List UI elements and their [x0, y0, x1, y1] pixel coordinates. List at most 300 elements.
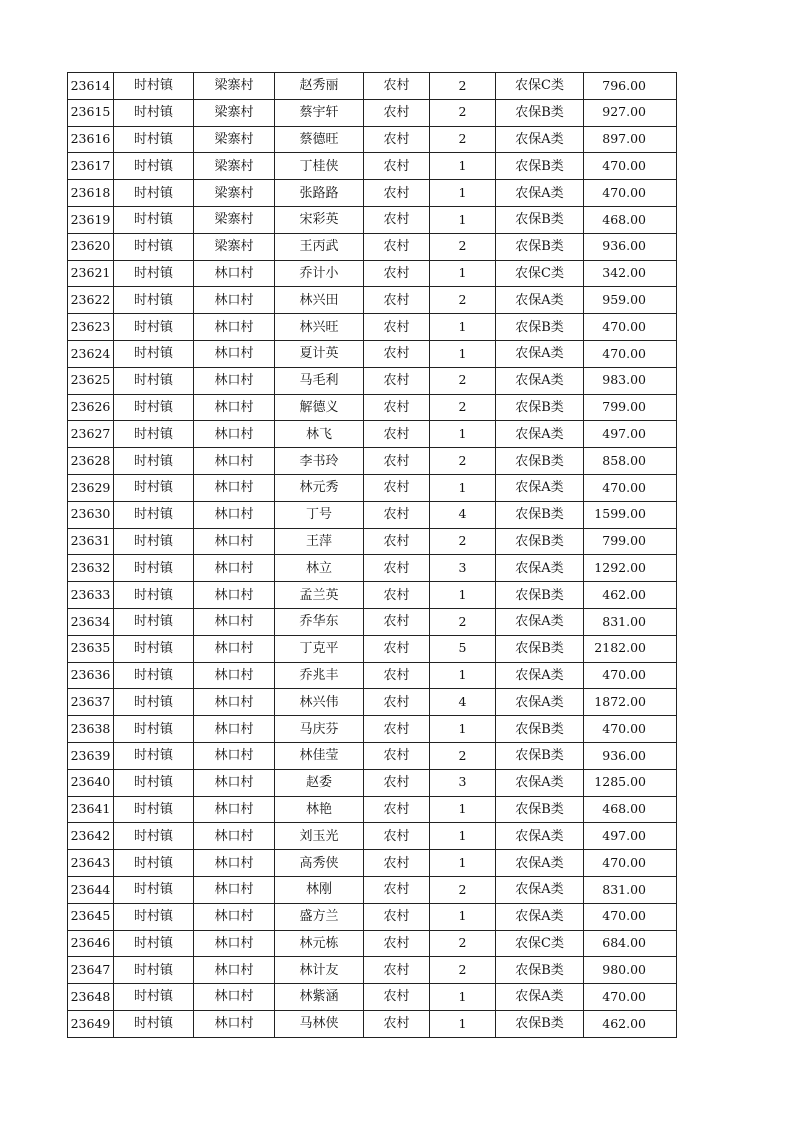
category-cell: 农保A类	[496, 662, 584, 689]
amount-cell: 470.00	[584, 716, 677, 743]
household-type-cell: 农村	[364, 850, 430, 877]
town-cell: 时村镇	[114, 742, 194, 769]
town-cell: 时村镇	[114, 153, 194, 180]
table-row	[68, 528, 677, 555]
family-size-cell: 2	[430, 608, 496, 635]
table-row	[68, 850, 677, 877]
serial-number-cell: 23649	[68, 1010, 114, 1037]
village-cell: 梁寨村	[194, 99, 275, 126]
family-size-cell: 1	[430, 260, 496, 287]
table-row	[68, 876, 677, 903]
family-size-cell: 2	[430, 394, 496, 421]
category-cell: 农保C类	[496, 260, 584, 287]
household-type-cell: 农村	[364, 260, 430, 287]
village-cell: 梁寨村	[194, 126, 275, 153]
village-cell: 林口村	[194, 314, 275, 341]
name-cell: 马庆芬	[275, 716, 364, 743]
serial-number-cell: 23643	[68, 850, 114, 877]
family-size-cell: 1	[430, 903, 496, 930]
category-cell: 农保B类	[496, 153, 584, 180]
family-size-cell: 5	[430, 635, 496, 662]
table-row	[68, 340, 677, 367]
serial-number-cell: 23617	[68, 153, 114, 180]
name-cell: 张路路	[275, 180, 364, 207]
table-row	[68, 555, 677, 582]
serial-number-cell: 23627	[68, 421, 114, 448]
table-row	[68, 689, 677, 716]
amount-cell: 936.00	[584, 742, 677, 769]
amount-cell: 831.00	[584, 608, 677, 635]
name-cell: 乔兆丰	[275, 662, 364, 689]
household-type-cell: 农村	[364, 73, 430, 100]
table-row	[68, 796, 677, 823]
village-cell: 林口村	[194, 474, 275, 501]
table-row	[68, 153, 677, 180]
serial-number-cell: 23648	[68, 984, 114, 1011]
household-type-cell: 农村	[364, 340, 430, 367]
serial-number-cell: 23631	[68, 528, 114, 555]
amount-cell: 897.00	[584, 126, 677, 153]
village-cell: 梁寨村	[194, 233, 275, 260]
table-row	[68, 73, 677, 100]
category-cell: 农保A类	[496, 421, 584, 448]
serial-number-cell: 23618	[68, 180, 114, 207]
amount-cell: 462.00	[584, 1010, 677, 1037]
amount-cell: 470.00	[584, 474, 677, 501]
village-cell: 林口村	[194, 501, 275, 528]
town-cell: 时村镇	[114, 850, 194, 877]
village-cell: 林口村	[194, 340, 275, 367]
amount-cell: 927.00	[584, 99, 677, 126]
household-type-cell: 农村	[364, 930, 430, 957]
name-cell: 林刚	[275, 876, 364, 903]
amount-cell: 468.00	[584, 796, 677, 823]
amount-cell: 470.00	[584, 662, 677, 689]
household-type-cell: 农村	[364, 796, 430, 823]
family-size-cell: 3	[430, 555, 496, 582]
serial-number-cell: 23638	[68, 716, 114, 743]
family-size-cell: 2	[430, 876, 496, 903]
town-cell: 时村镇	[114, 689, 194, 716]
family-size-cell: 1	[430, 662, 496, 689]
family-size-cell: 1	[430, 421, 496, 448]
category-cell: 农保B类	[496, 99, 584, 126]
category-cell: 农保A类	[496, 903, 584, 930]
table-row	[68, 314, 677, 341]
family-size-cell: 2	[430, 957, 496, 984]
town-cell: 时村镇	[114, 99, 194, 126]
name-cell: 林立	[275, 555, 364, 582]
table-row	[68, 260, 677, 287]
village-cell: 林口村	[194, 1010, 275, 1037]
table-row	[68, 501, 677, 528]
household-type-cell: 农村	[364, 582, 430, 609]
amount-cell: 1599.00	[584, 501, 677, 528]
household-type-cell: 农村	[364, 287, 430, 314]
amount-cell: 799.00	[584, 394, 677, 421]
town-cell: 时村镇	[114, 1010, 194, 1037]
name-cell: 蔡德旺	[275, 126, 364, 153]
household-type-cell: 农村	[364, 233, 430, 260]
village-cell: 林口村	[194, 823, 275, 850]
name-cell: 刘玉光	[275, 823, 364, 850]
records-table-body	[68, 73, 677, 1038]
name-cell: 林艳	[275, 796, 364, 823]
household-type-cell: 农村	[364, 903, 430, 930]
table-row	[68, 367, 677, 394]
table-row	[68, 421, 677, 448]
table-row	[68, 903, 677, 930]
amount-cell: 470.00	[584, 340, 677, 367]
serial-number-cell: 23622	[68, 287, 114, 314]
town-cell: 时村镇	[114, 823, 194, 850]
household-type-cell: 农村	[364, 99, 430, 126]
serial-number-cell: 23642	[68, 823, 114, 850]
town-cell: 时村镇	[114, 180, 194, 207]
category-cell: 农保A类	[496, 180, 584, 207]
serial-number-cell: 23634	[68, 608, 114, 635]
family-size-cell: 1	[430, 716, 496, 743]
table-row	[68, 635, 677, 662]
amount-cell: 342.00	[584, 260, 677, 287]
name-cell: 赵秀丽	[275, 73, 364, 100]
village-cell: 林口村	[194, 608, 275, 635]
table-row	[68, 233, 677, 260]
town-cell: 时村镇	[114, 582, 194, 609]
name-cell: 高秀侠	[275, 850, 364, 877]
village-cell: 林口村	[194, 394, 275, 421]
household-type-cell: 农村	[364, 180, 430, 207]
household-type-cell: 农村	[364, 662, 430, 689]
table-row	[68, 957, 677, 984]
table-row	[68, 99, 677, 126]
household-type-cell: 农村	[364, 501, 430, 528]
name-cell: 宋彩英	[275, 206, 364, 233]
serial-number-cell: 23639	[68, 742, 114, 769]
name-cell: 林元栋	[275, 930, 364, 957]
town-cell: 时村镇	[114, 314, 194, 341]
household-type-cell: 农村	[364, 876, 430, 903]
family-size-cell: 2	[430, 367, 496, 394]
name-cell: 王萍	[275, 528, 364, 555]
village-cell: 林口村	[194, 796, 275, 823]
amount-cell: 470.00	[584, 984, 677, 1011]
town-cell: 时村镇	[114, 340, 194, 367]
name-cell: 赵委	[275, 769, 364, 796]
serial-number-cell: 23646	[68, 930, 114, 957]
village-cell: 梁寨村	[194, 73, 275, 100]
village-cell: 林口村	[194, 716, 275, 743]
name-cell: 丁号	[275, 501, 364, 528]
amount-cell: 470.00	[584, 180, 677, 207]
category-cell: 农保B类	[496, 394, 584, 421]
amount-cell: 796.00	[584, 73, 677, 100]
family-size-cell: 1	[430, 850, 496, 877]
amount-cell: 1292.00	[584, 555, 677, 582]
village-cell: 林口村	[194, 769, 275, 796]
category-cell: 农保A类	[496, 984, 584, 1011]
amount-cell: 684.00	[584, 930, 677, 957]
name-cell: 林兴旺	[275, 314, 364, 341]
category-cell: 农保B类	[496, 635, 584, 662]
category-cell: 农保C类	[496, 73, 584, 100]
serial-number-cell: 23635	[68, 635, 114, 662]
name-cell: 马林侠	[275, 1010, 364, 1037]
household-type-cell: 农村	[364, 394, 430, 421]
village-cell: 林口村	[194, 448, 275, 475]
serial-number-cell: 23632	[68, 555, 114, 582]
name-cell: 乔华东	[275, 608, 364, 635]
household-type-cell: 农村	[364, 742, 430, 769]
household-type-cell: 农村	[364, 206, 430, 233]
table-row	[68, 394, 677, 421]
table-row	[68, 716, 677, 743]
name-cell: 夏计英	[275, 340, 364, 367]
amount-cell: 468.00	[584, 206, 677, 233]
category-cell: 农保A类	[496, 876, 584, 903]
family-size-cell: 2	[430, 99, 496, 126]
table-row	[68, 180, 677, 207]
town-cell: 时村镇	[114, 367, 194, 394]
village-cell: 林口村	[194, 984, 275, 1011]
town-cell: 时村镇	[114, 608, 194, 635]
household-type-cell: 农村	[364, 1010, 430, 1037]
family-size-cell: 2	[430, 528, 496, 555]
household-type-cell: 农村	[364, 823, 430, 850]
town-cell: 时村镇	[114, 448, 194, 475]
category-cell: 农保B类	[496, 448, 584, 475]
household-type-cell: 农村	[364, 153, 430, 180]
category-cell: 农保A类	[496, 126, 584, 153]
table-row	[68, 930, 677, 957]
town-cell: 时村镇	[114, 716, 194, 743]
town-cell: 时村镇	[114, 260, 194, 287]
family-size-cell: 2	[430, 73, 496, 100]
category-cell: 农保B类	[496, 528, 584, 555]
household-type-cell: 农村	[364, 555, 430, 582]
town-cell: 时村镇	[114, 769, 194, 796]
serial-number-cell: 23625	[68, 367, 114, 394]
name-cell: 乔计小	[275, 260, 364, 287]
category-cell: 农保B类	[496, 501, 584, 528]
amount-cell: 497.00	[584, 421, 677, 448]
name-cell: 盛方兰	[275, 903, 364, 930]
household-type-cell: 农村	[364, 716, 430, 743]
family-size-cell: 1	[430, 153, 496, 180]
category-cell: 农保B类	[496, 314, 584, 341]
category-cell: 农保B类	[496, 233, 584, 260]
town-cell: 时村镇	[114, 876, 194, 903]
village-cell: 林口村	[194, 582, 275, 609]
category-cell: 农保B类	[496, 1010, 584, 1037]
town-cell: 时村镇	[114, 474, 194, 501]
village-cell: 林口村	[194, 742, 275, 769]
village-cell: 林口村	[194, 367, 275, 394]
table-row	[68, 608, 677, 635]
category-cell: 农保B类	[496, 206, 584, 233]
town-cell: 时村镇	[114, 394, 194, 421]
category-cell: 农保A类	[496, 823, 584, 850]
serial-number-cell: 23629	[68, 474, 114, 501]
serial-number-cell: 23628	[68, 448, 114, 475]
household-type-cell: 农村	[364, 769, 430, 796]
village-cell: 林口村	[194, 850, 275, 877]
category-cell: 农保B类	[496, 796, 584, 823]
town-cell: 时村镇	[114, 662, 194, 689]
serial-number-cell: 23620	[68, 233, 114, 260]
records-table	[67, 72, 677, 1038]
family-size-cell: 1	[430, 314, 496, 341]
serial-number-cell: 23645	[68, 903, 114, 930]
village-cell: 梁寨村	[194, 153, 275, 180]
category-cell: 农保A类	[496, 474, 584, 501]
family-size-cell: 2	[430, 287, 496, 314]
name-cell: 林佳莹	[275, 742, 364, 769]
name-cell: 林紫涵	[275, 984, 364, 1011]
serial-number-cell: 23647	[68, 957, 114, 984]
serial-number-cell: 23644	[68, 876, 114, 903]
amount-cell: 959.00	[584, 287, 677, 314]
name-cell: 丁克平	[275, 635, 364, 662]
family-size-cell: 1	[430, 474, 496, 501]
amount-cell: 1285.00	[584, 769, 677, 796]
name-cell: 林元秀	[275, 474, 364, 501]
category-cell: 农保B类	[496, 582, 584, 609]
name-cell: 马毛利	[275, 367, 364, 394]
name-cell: 蔡宇轩	[275, 99, 364, 126]
town-cell: 时村镇	[114, 555, 194, 582]
serial-number-cell: 23614	[68, 73, 114, 100]
table-row	[68, 742, 677, 769]
serial-number-cell: 23637	[68, 689, 114, 716]
table-row	[68, 474, 677, 501]
amount-cell: 470.00	[584, 903, 677, 930]
amount-cell: 858.00	[584, 448, 677, 475]
family-size-cell: 2	[430, 126, 496, 153]
category-cell: 农保A类	[496, 287, 584, 314]
name-cell: 孟兰英	[275, 582, 364, 609]
amount-cell: 462.00	[584, 582, 677, 609]
category-cell: 农保A类	[496, 850, 584, 877]
town-cell: 时村镇	[114, 126, 194, 153]
serial-number-cell: 23640	[68, 769, 114, 796]
town-cell: 时村镇	[114, 501, 194, 528]
household-type-cell: 农村	[364, 421, 430, 448]
table-row	[68, 448, 677, 475]
household-type-cell: 农村	[364, 957, 430, 984]
name-cell: 解德义	[275, 394, 364, 421]
household-type-cell: 农村	[364, 126, 430, 153]
household-type-cell: 农村	[364, 984, 430, 1011]
amount-cell: 2182.00	[584, 635, 677, 662]
household-type-cell: 农村	[364, 448, 430, 475]
table-row	[68, 287, 677, 314]
town-cell: 时村镇	[114, 796, 194, 823]
household-type-cell: 农村	[364, 474, 430, 501]
category-cell: 农保C类	[496, 930, 584, 957]
village-cell: 林口村	[194, 421, 275, 448]
name-cell: 丁桂侠	[275, 153, 364, 180]
table-row	[68, 769, 677, 796]
name-cell: 林计友	[275, 957, 364, 984]
name-cell: 林兴伟	[275, 689, 364, 716]
amount-cell: 470.00	[584, 153, 677, 180]
serial-number-cell: 23630	[68, 501, 114, 528]
town-cell: 时村镇	[114, 73, 194, 100]
table-row	[68, 126, 677, 153]
amount-cell: 983.00	[584, 367, 677, 394]
table-row	[68, 984, 677, 1011]
family-size-cell: 2	[430, 742, 496, 769]
category-cell: 农保B类	[496, 957, 584, 984]
serial-number-cell: 23626	[68, 394, 114, 421]
family-size-cell: 2	[430, 930, 496, 957]
family-size-cell: 1	[430, 206, 496, 233]
category-cell: 农保A类	[496, 367, 584, 394]
amount-cell: 799.00	[584, 528, 677, 555]
village-cell: 林口村	[194, 930, 275, 957]
household-type-cell: 农村	[364, 314, 430, 341]
serial-number-cell: 23615	[68, 99, 114, 126]
village-cell: 林口村	[194, 689, 275, 716]
serial-number-cell: 23616	[68, 126, 114, 153]
serial-number-cell: 23624	[68, 340, 114, 367]
name-cell: 王丙武	[275, 233, 364, 260]
town-cell: 时村镇	[114, 957, 194, 984]
family-size-cell: 1	[430, 823, 496, 850]
town-cell: 时村镇	[114, 206, 194, 233]
table-row	[68, 1010, 677, 1037]
town-cell: 时村镇	[114, 528, 194, 555]
family-size-cell: 3	[430, 769, 496, 796]
town-cell: 时村镇	[114, 287, 194, 314]
town-cell: 时村镇	[114, 903, 194, 930]
amount-cell: 470.00	[584, 314, 677, 341]
household-type-cell: 农村	[364, 635, 430, 662]
serial-number-cell: 23623	[68, 314, 114, 341]
amount-cell: 936.00	[584, 233, 677, 260]
category-cell: 农保A类	[496, 555, 584, 582]
serial-number-cell: 23621	[68, 260, 114, 287]
village-cell: 林口村	[194, 903, 275, 930]
serial-number-cell: 23636	[68, 662, 114, 689]
table-row	[68, 823, 677, 850]
amount-cell: 831.00	[584, 876, 677, 903]
village-cell: 林口村	[194, 876, 275, 903]
category-cell: 农保B类	[496, 716, 584, 743]
town-cell: 时村镇	[114, 984, 194, 1011]
household-type-cell: 农村	[364, 689, 430, 716]
family-size-cell: 1	[430, 796, 496, 823]
family-size-cell: 4	[430, 689, 496, 716]
category-cell: 农保A类	[496, 340, 584, 367]
name-cell: 林兴田	[275, 287, 364, 314]
town-cell: 时村镇	[114, 421, 194, 448]
town-cell: 时村镇	[114, 233, 194, 260]
household-type-cell: 农村	[364, 608, 430, 635]
village-cell: 林口村	[194, 287, 275, 314]
amount-cell: 980.00	[584, 957, 677, 984]
household-type-cell: 农村	[364, 528, 430, 555]
family-size-cell: 1	[430, 1010, 496, 1037]
family-size-cell: 1	[430, 582, 496, 609]
amount-cell: 470.00	[584, 850, 677, 877]
village-cell: 梁寨村	[194, 206, 275, 233]
amount-cell: 497.00	[584, 823, 677, 850]
serial-number-cell: 23619	[68, 206, 114, 233]
category-cell: 农保A类	[496, 769, 584, 796]
village-cell: 梁寨村	[194, 180, 275, 207]
